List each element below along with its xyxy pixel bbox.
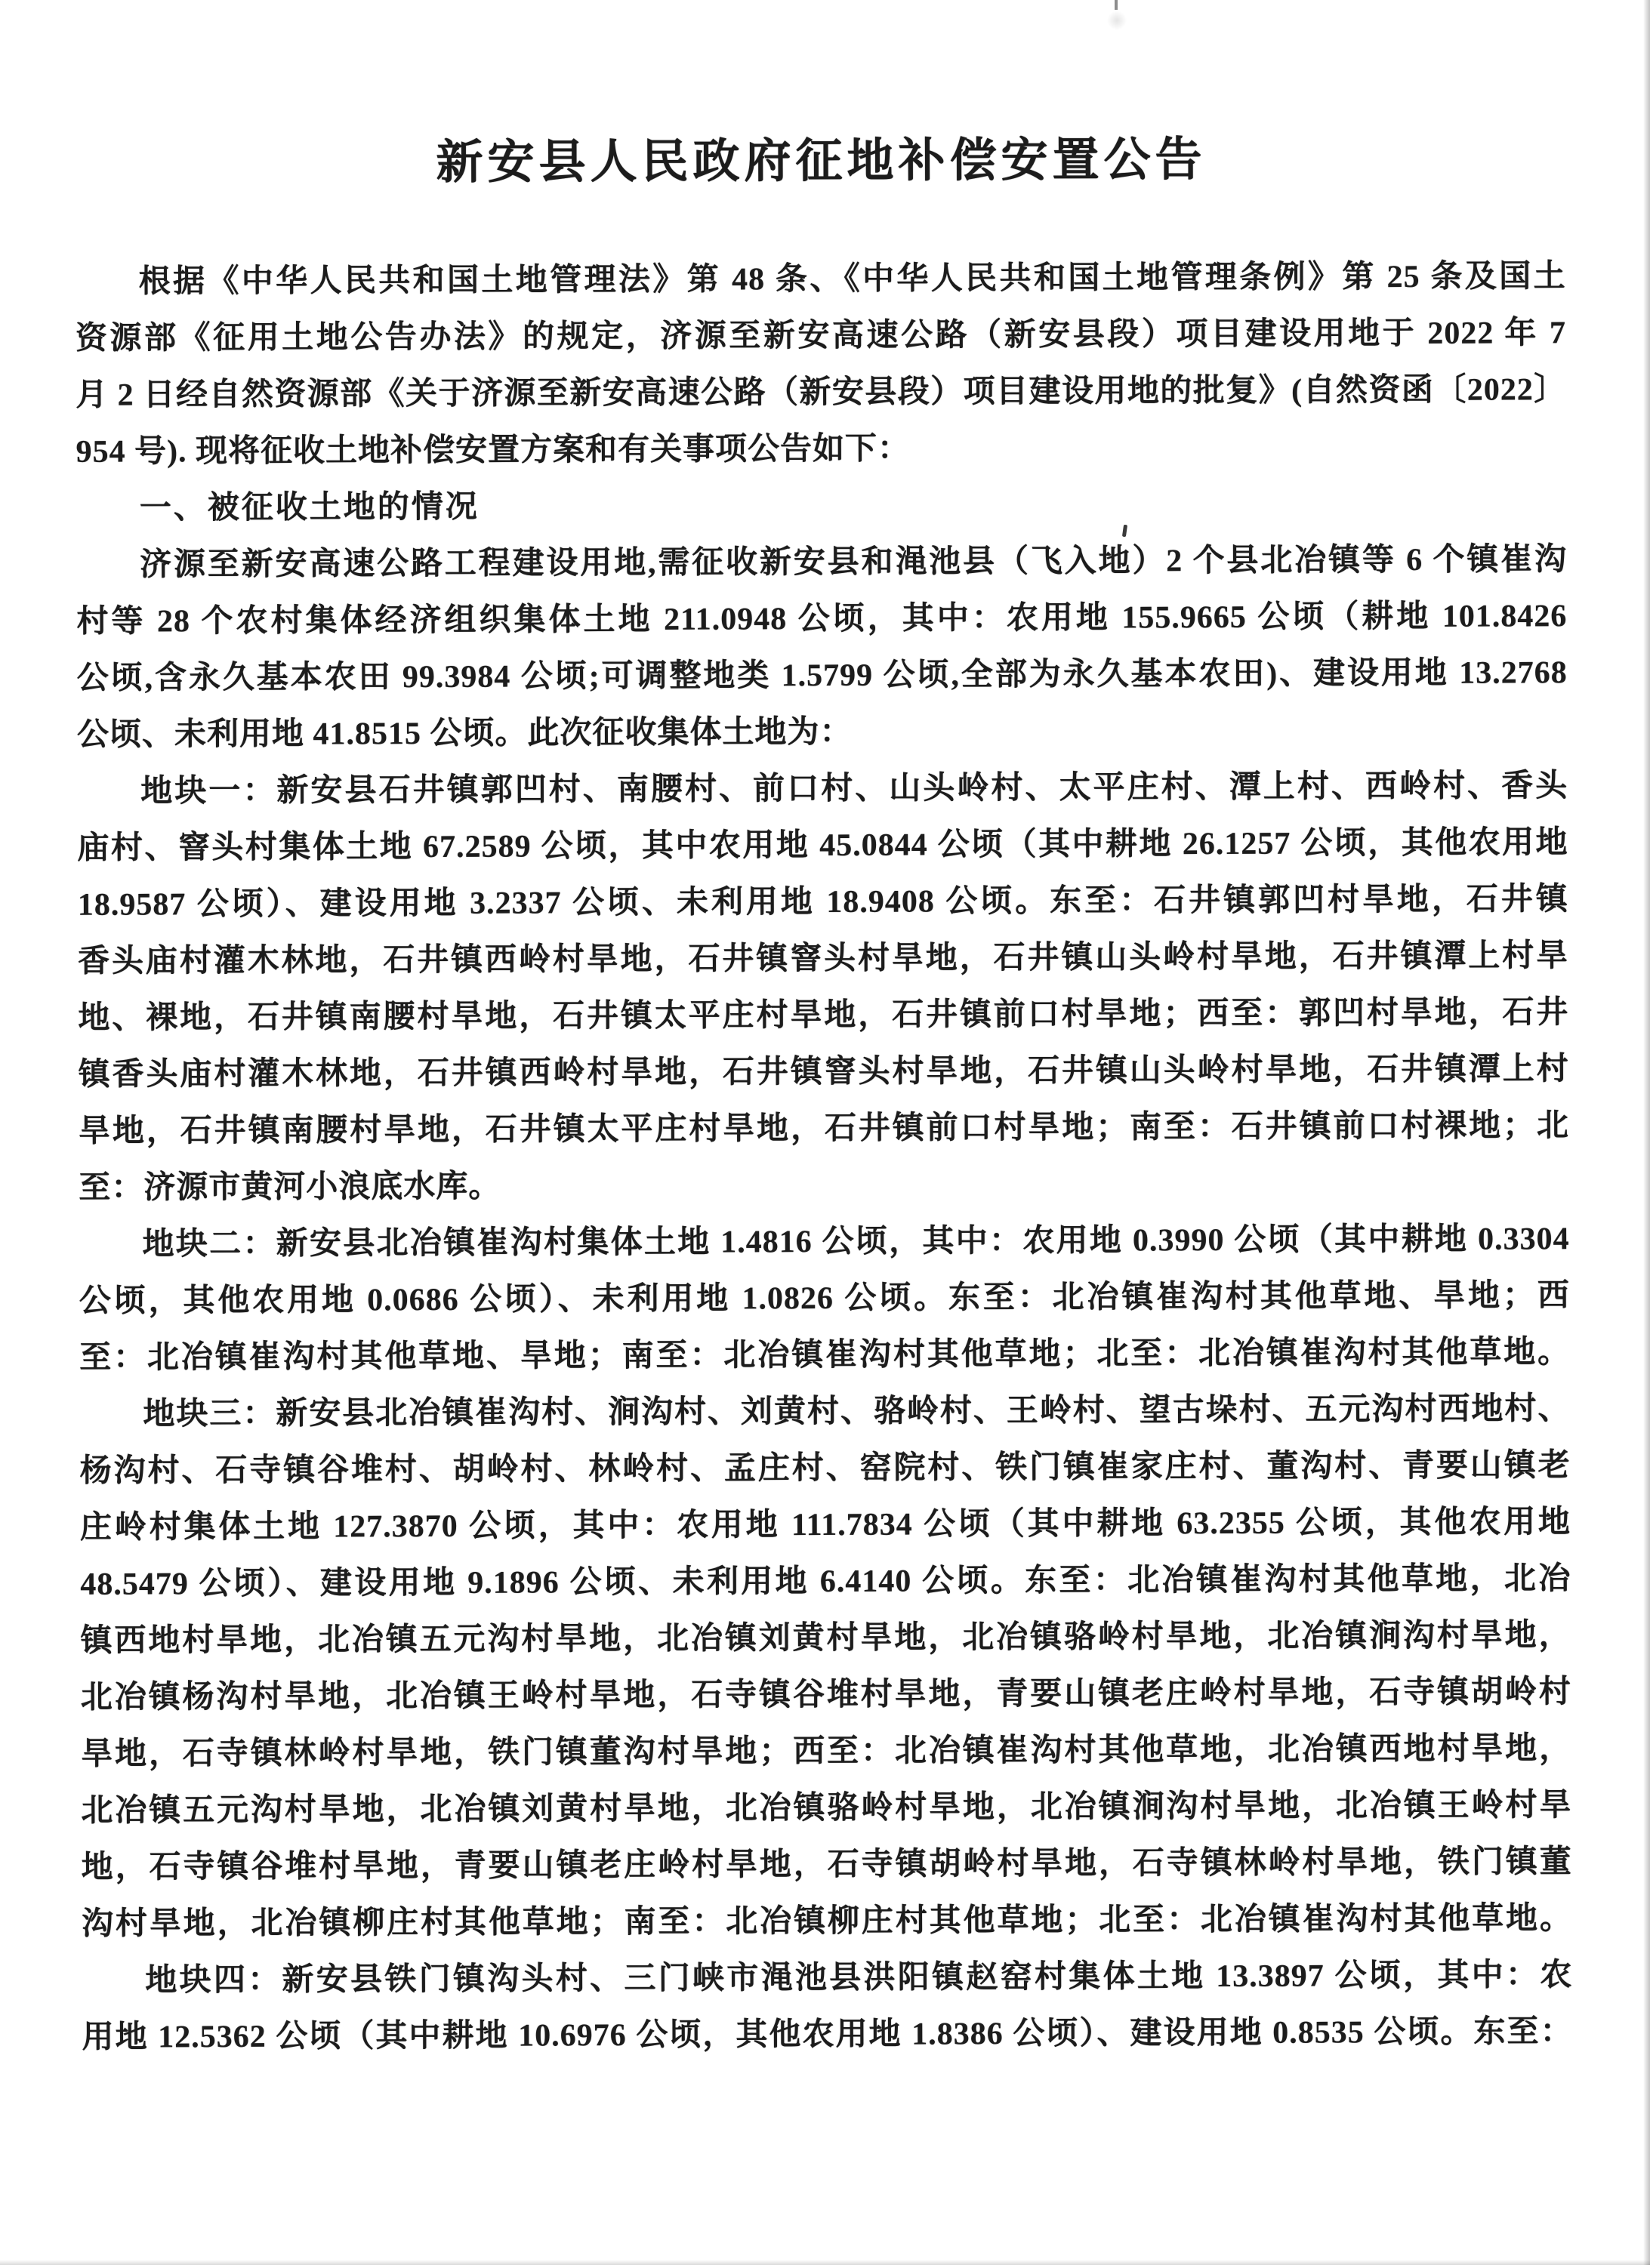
text-line: 地、裸地，石井镇南腰村旱地，石井镇太平庄村旱地，石井镇前口村旱地；西至：郭凹村旱地，石井 — [78, 995, 1569, 1036]
text-line: 香头庙村灌木林地，石井镇西岭村旱地，石井镇窨头村旱地，石井镇山头岭村旱地，石井镇潭上村旱 — [78, 938, 1569, 979]
text-line: 954 号). 现将征收土地补偿安置方案和有关事项公告如下： — [76, 431, 911, 470]
text-line: 杨沟村、石寺镇谷堆村、胡岭村、林岭村、孟庄村、窑院村、铁门镇崔家庄村、董沟村、青要山镇老 — [79, 1448, 1571, 1489]
text-line: 地块四：新安县铁门镇沟头村、三门峡市渑池县洪阳镇赵窑村集体土地 13.3897 公顷，其中：农 — [145, 1958, 1573, 1998]
text-line: 至：济源市黄河小浪底水库。 — [79, 1169, 501, 1206]
section-heading: 一、被征收土地的情况 — [139, 489, 480, 526]
document-body — [76, 248, 1573, 2066]
text-line: 北冶镇五元沟村旱地，北冶镇刘黄村旱地，北冶镇骆岭村旱地，北冶镇涧沟村旱地，北冶镇王岭村旱 — [81, 1788, 1572, 1829]
text-line: 旱地，石寺镇林岭村旱地，铁门镇董沟村旱地；西至：北冶镇崔沟村其他草地，北冶镇西地村旱地， — [81, 1731, 1572, 1772]
text-line: 庙村、窨头村集体土地 67.2589 公顷，其中农用地 45.0844 公顷（其中耕地 26.1257 公顷，其他农用地 — [77, 825, 1568, 866]
text-line: 庄岭村集体土地 127.3870 公顷，其中：农用地 111.7834 公顷（其中耕地 63.2355 公顷，其他农用地 — [79, 1505, 1571, 1545]
text-line: 旱地，石井镇南腰村旱地，石井镇太平庄村旱地，石井镇前口村旱地；南至：石井镇前口村裸地；北 — [78, 1108, 1570, 1149]
text-line: 北冶镇杨沟村旱地，北冶镇王岭村旱地，石寺镇谷堆村旱地，青要山镇老庄岭村旱地，石寺镇胡岭村 — [80, 1675, 1571, 1715]
text-line: 18.9587 公顷）、建设用地 3.2337 公顷、未利用地 18.9408 公顷。东至：石井镇郭凹村旱地，石井镇 — [77, 882, 1568, 923]
text-line: 地块三：新安县北冶镇崔沟村、涧沟村、刘黄村、骆岭村、王岭村、望古垛村、五元沟村西地村、 — [143, 1391, 1571, 1432]
text-line: 公顷,含永久基本农田 99.3984 公顷;可调整地类 1.5799 公顷,全部为永久基本农田)、建设用地 13.2768 — [76, 655, 1568, 696]
text-line: 地块二：新安县北冶镇崔沟村集体土地 1.4816 公顷，其中：农用地 0.3990 公顷（其中耕地 0.3304 — [142, 1222, 1570, 1262]
scan-artifact-top-smudge — [1107, 11, 1127, 30]
document-title: 新安县人民政府征地补偿安置公告 — [436, 134, 1207, 189]
text-line: 镇西地村旱地，北冶镇五元沟村旱地，北冶镇刘黄村旱地，北冶镇骆岭村旱地，北冶镇涧沟村旱地， — [80, 1618, 1571, 1659]
text-line: 公顷，其他农用地 0.0686 公顷）、未利用地 1.0826 公顷。东至：北冶镇崔沟村其他草地、旱地；西 — [79, 1278, 1570, 1319]
text-line: 地，石寺镇谷堆村旱地，青要山镇老庄岭村旱地，石寺镇胡岭村旱地，石寺镇林岭村旱地，铁门镇董 — [81, 1844, 1572, 1885]
text-line: 月 2 日经自然资源部《关于济源至新安高速公路（新安县段）项目建设用地的批复》(自然资函〔2022〕 — [76, 372, 1567, 413]
text-line: 至：北冶镇崔沟村其他草地、旱地；南至：北冶镇崔沟村其他草地；北至：北冶镇崔沟村其他草地。 — [79, 1335, 1571, 1376]
text-line: 村等 28 个农村集体经济组织集体土地 211.0948 公顷，其中：农用地 155.9665 公顷（耕地 101.8426 — [76, 599, 1568, 639]
text-line: 公顷、未利用地 41.8515 公顷。此次征收集体土地为： — [76, 714, 853, 753]
text-line: 48.5479 公顷）、建设用地 9.1896 公顷、未利用地 6.4140 公顷。东至：北冶镇崔沟村其他草地，北冶 — [80, 1561, 1571, 1602]
text-line: 济源至新安高速公路工程建设用地,需征收新安县和渑池县（飞入地）2 个县北冶镇等 6 个镇崔沟 — [140, 542, 1568, 583]
text-line: 用地 12.5362 公顷（其中耕地 10.6976 公顷，其他农用地 1.8386 公顷）、建设用地 0.8535 公顷。东至： — [82, 2014, 1573, 2055]
text-line: 沟村旱地，北冶镇柳庄村其他草地；南至：北冶镇柳庄村其他草地；北至：北冶镇崔沟村其他草地。 — [81, 1901, 1573, 1942]
text-line: 镇香头庙村灌木林地，石井镇西岭村旱地，石井镇窨头村旱地，石井镇山头岭村旱地，石井镇潭上村 — [78, 1052, 1569, 1092]
text-line: 根据《中华人民共和国土地管理法》第 48 条、《中华人民共和国土地管理条例》第 25 条及国土 — [138, 259, 1566, 300]
page-edge-shadow-right — [1643, 0, 1650, 2265]
scan-artifact-top-tick — [1115, 0, 1118, 10]
text-line: 地块一：新安县石井镇郭凹村、南腰村、前口村、山头岭村、太平庄村、潭上村、西岭村、香头 — [140, 769, 1568, 809]
page-edge-shadow-bottom — [0, 2260, 1650, 2265]
text-line: 资源部《征用土地公告办法》的规定，济源至新安高速公路（新安县段）项目建设用地于 2022 年 7 — [75, 316, 1567, 356]
